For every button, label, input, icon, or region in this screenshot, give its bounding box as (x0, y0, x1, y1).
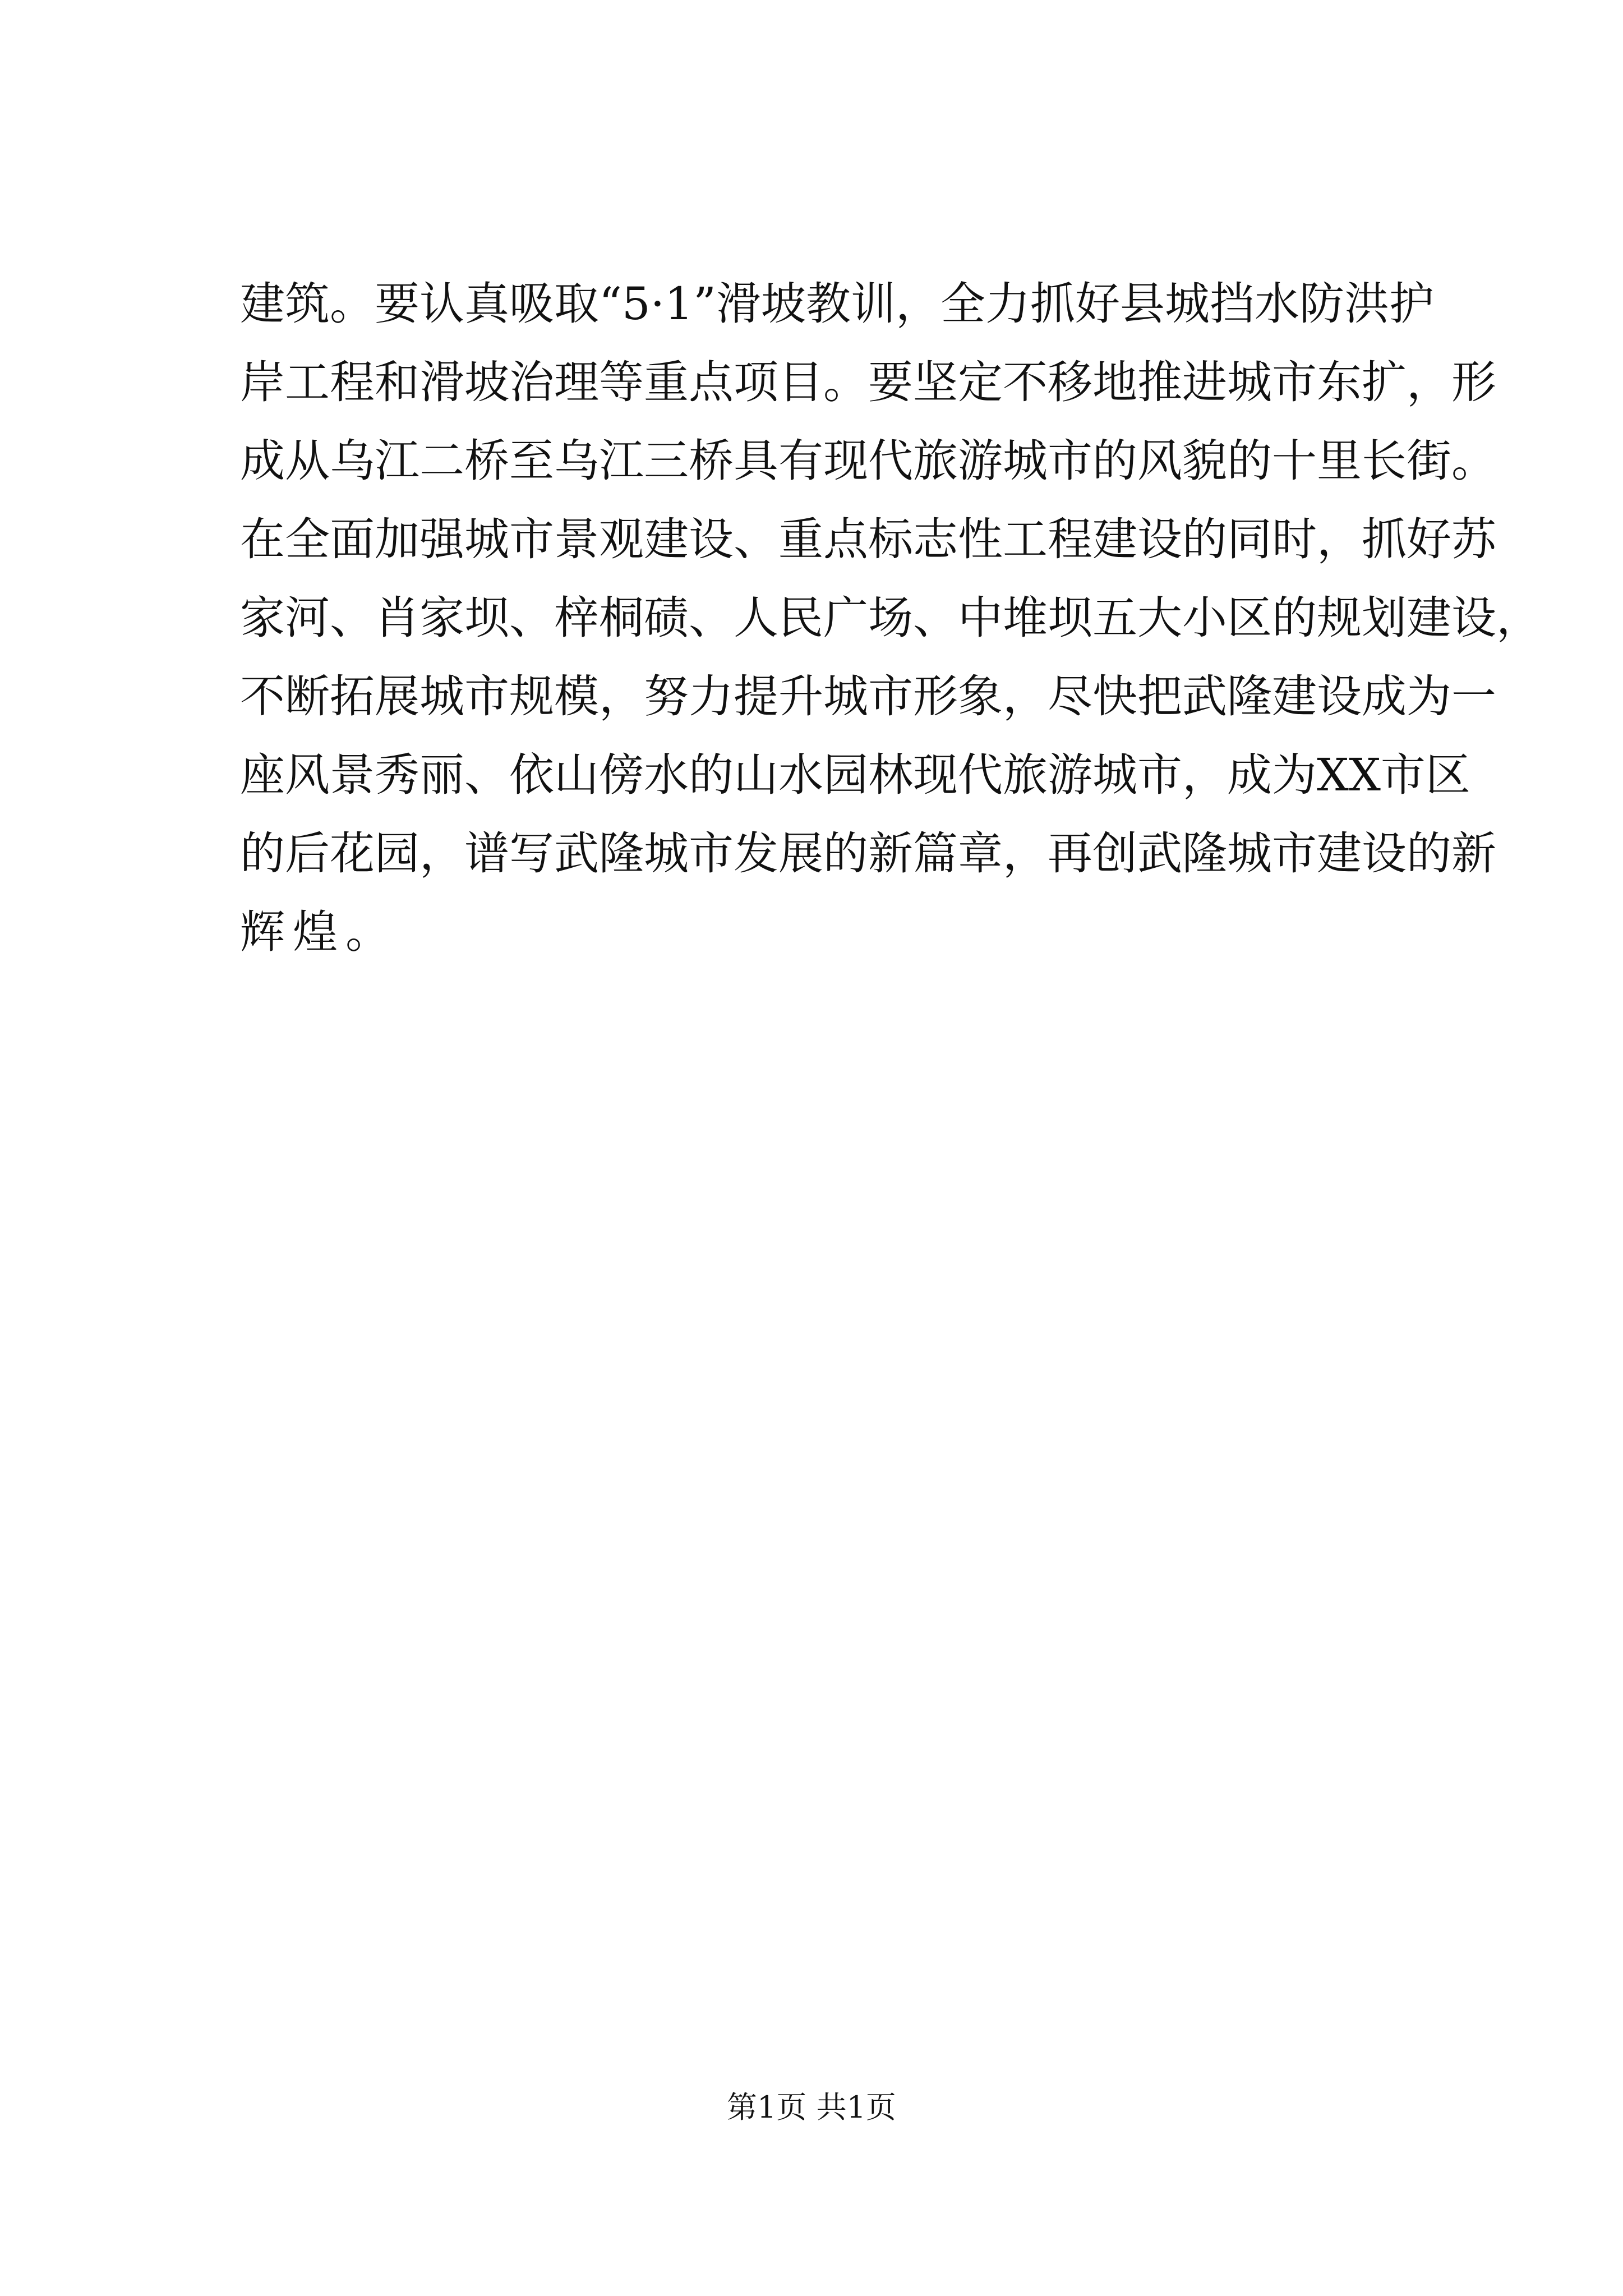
page-number-footer: 第1页 共1页 (727, 2090, 896, 2125)
body-paragraph (240, 265, 1541, 972)
paragraph-line-2: 岸工程和滑坡治理等重点项目。要坚定不移地推进城市东扩，形 (240, 356, 1496, 408)
paragraph-line-1: 建筑。要认真吸取“5·1”滑坡教训，全力抓好县城挡水防洪护 (240, 278, 1435, 330)
paragraph-line-3: 成从乌江二桥至乌江三桥具有现代旅游城市的风貌的十里长街。 (240, 435, 1496, 487)
paragraph-line-9: 辉煌。 (240, 906, 398, 958)
paragraph-line-8: 的后花园，谱写武隆城市发展的新篇章，再创武隆城市建设的新 (240, 827, 1496, 880)
paragraph-line-7: 座风景秀丽、依山傍水的山水园林现代旅游城市，成为XX市区 (240, 749, 1470, 801)
paragraph-line-6: 不断拓展城市规模，努力提升城市形象，尽快把武隆建设成为一 (240, 670, 1496, 723)
paragraph-line-4: 在全面加强城市景观建设、重点标志性工程建设的同时，抓好苏 (240, 513, 1496, 565)
paragraph-line-5: 家河、肖家坝、梓桐碛、人民广场、中堆坝五大小区的规划建设， (240, 592, 1541, 644)
